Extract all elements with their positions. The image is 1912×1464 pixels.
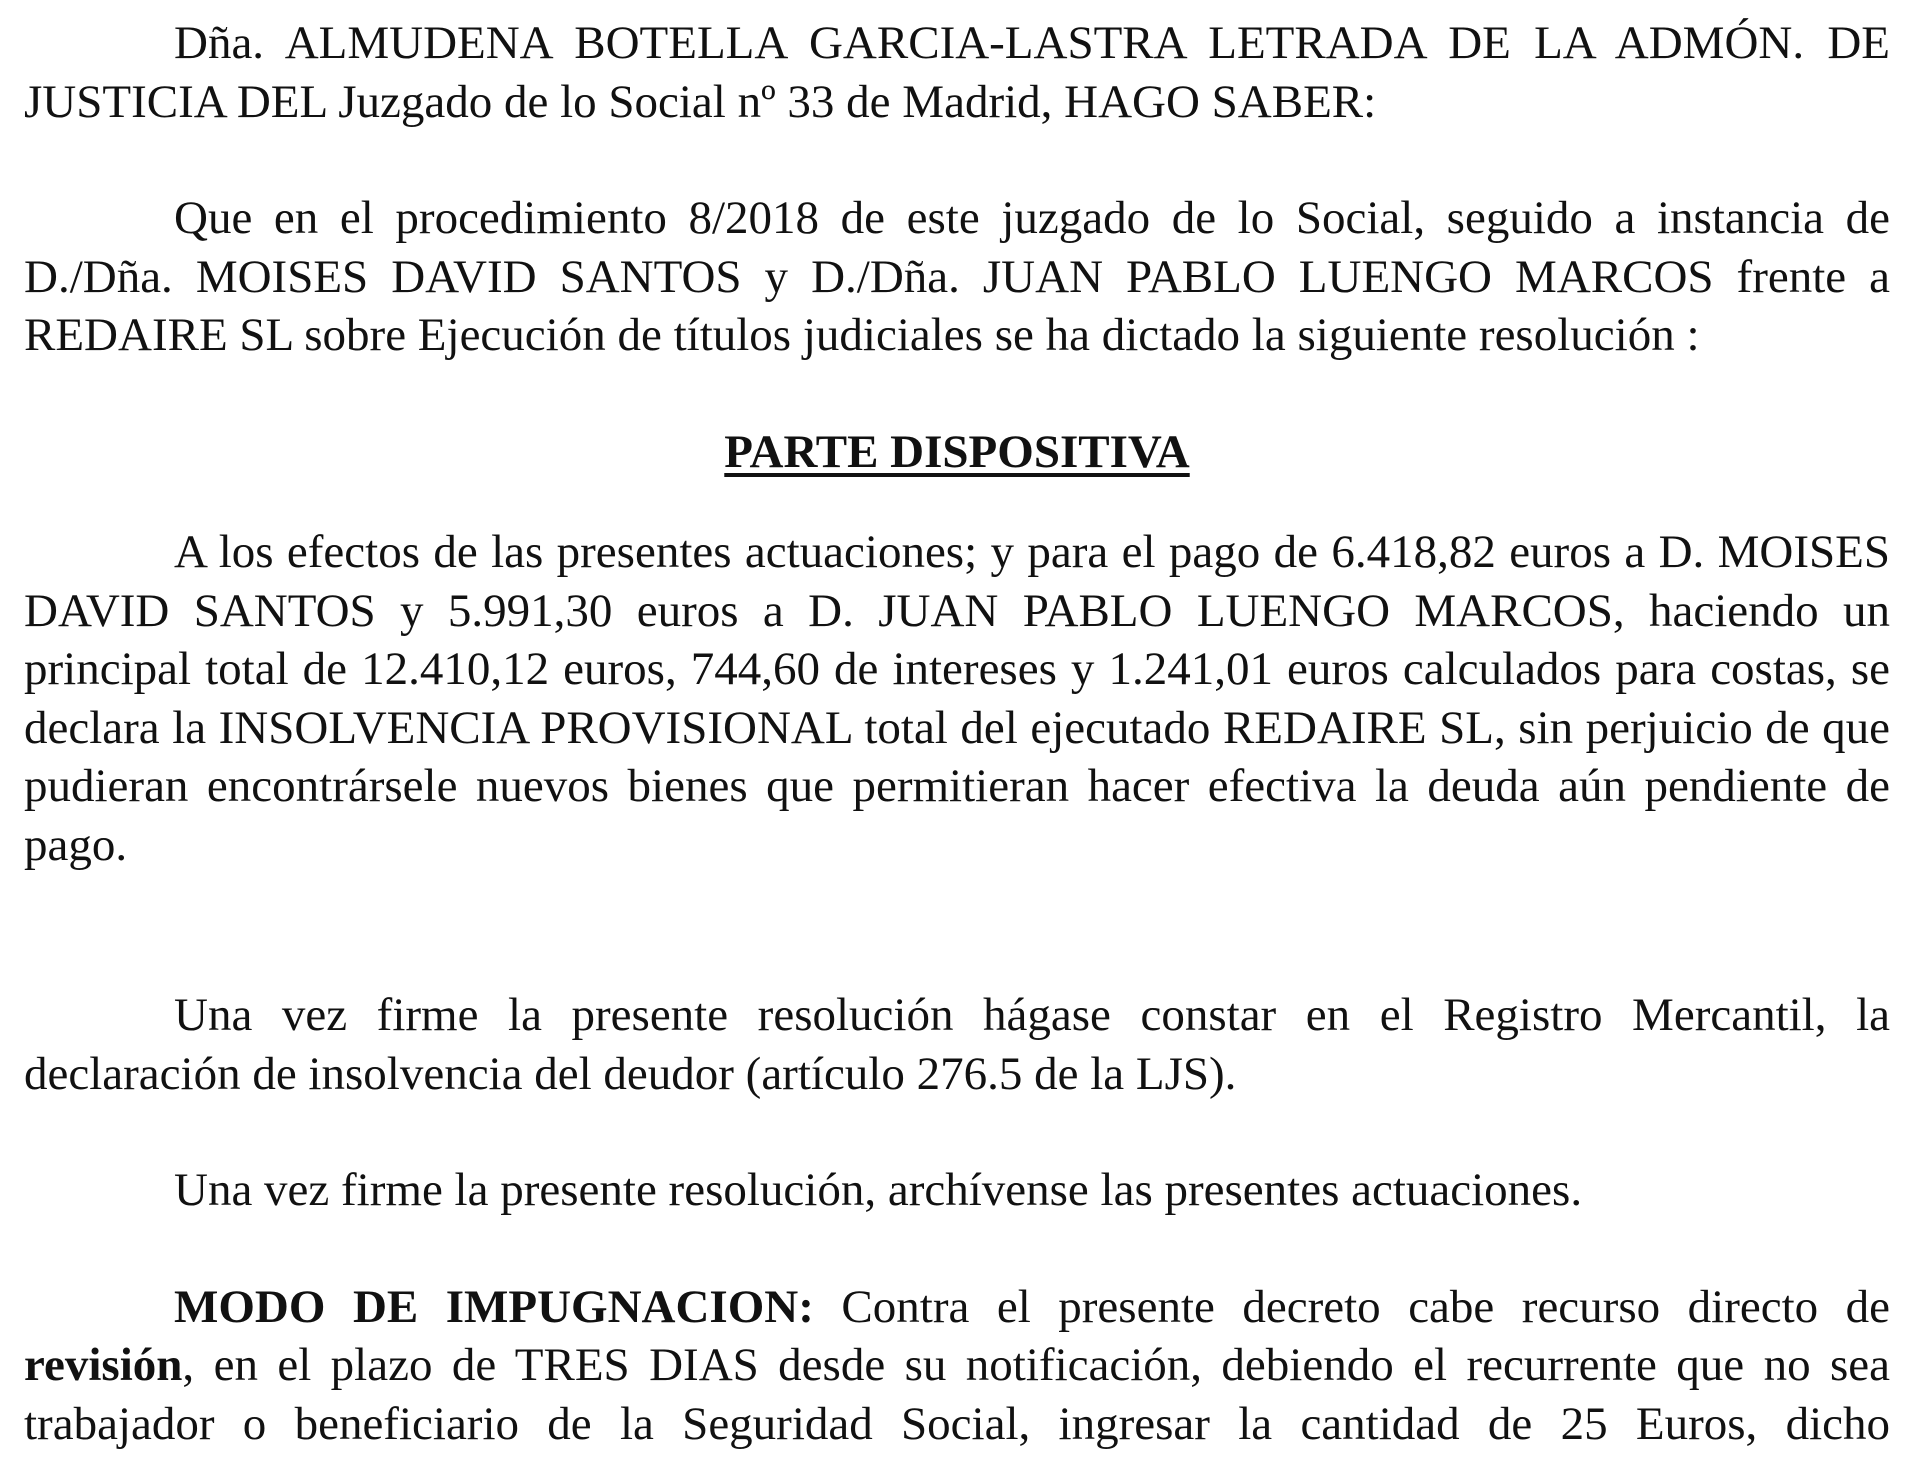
spacer [24, 1220, 1890, 1278]
document-page [24, 14, 1890, 1453]
spacer [24, 131, 1890, 189]
section-heading: PARTE DISPOSITIVA [724, 425, 1190, 478]
notice-header-paragraph: Dña. ALMUDENA BOTELLA GARCIA-LASTRA LETRADA DE LA ADMÓN. DE JUSTICIA DEL Juzgado de lo Social nº 33 de Madrid, HAGO SABER: [24, 17, 1890, 128]
appeal-text-b: , en el plazo de TRES DIAS desde su notificación, debiendo el recurrente que no sea trabajador o beneficiario de la Seguridad Social, ingresar la cantidad de 25 Euros, dicho [24, 1339, 1890, 1450]
appeal-bold-word: revisión [24, 1339, 183, 1391]
appeal-text-a: Contra el presente decreto cabe recurso directo de [813, 1280, 1891, 1333]
appeal-paragraph [24, 1278, 1890, 1454]
appeal-label: MODO DE IMPUGNACION: [174, 1280, 814, 1333]
spacer [24, 1103, 1890, 1161]
spacer [24, 874, 1890, 986]
spacer [24, 365, 1890, 423]
insolvency-paragraph: A los efectos de las presentes actuaciones; y para el pago de 6.418,82 euros a D. MOISES DAVID SANTOS y 5.991,30 euros a D. JUAN PABLO LUENGO MARCOS, haciendo un principal total de 12.410,12 euros, 744,60 de intereses y 1.241,01 euros calculados para costas, se declara la INSOLVENCIA PROVISIONAL total del ejecutado REDAIRE SL, sin perjuicio de que pudieran encontrársele nuevos bienes que permitieran hacer efectiva la deuda aún pendiente de pago. [24, 526, 1890, 871]
procedure-paragraph: Que en el procedimiento 8/2018 de este juzgado de lo Social, seguido a instancia de D./Dña. MOISES DAVID SANTOS y D./Dña. JUAN PABLO LUENGO MARCOS frente a REDAIRE SL sobre Ejecución de títulos judiciales se ha dictado la siguiente resolución : [24, 192, 1890, 361]
spacer [24, 481, 1890, 523]
registry-paragraph: Una vez firme la presente resolución hágase constar en el Registro Mercantil, la declaración de insolvencia del deudor (artículo 276.5 de la LJS). [24, 989, 1890, 1100]
archive-paragraph: Una vez firme la presente resolución, archívense las presentes actuaciones. [174, 1164, 1583, 1216]
